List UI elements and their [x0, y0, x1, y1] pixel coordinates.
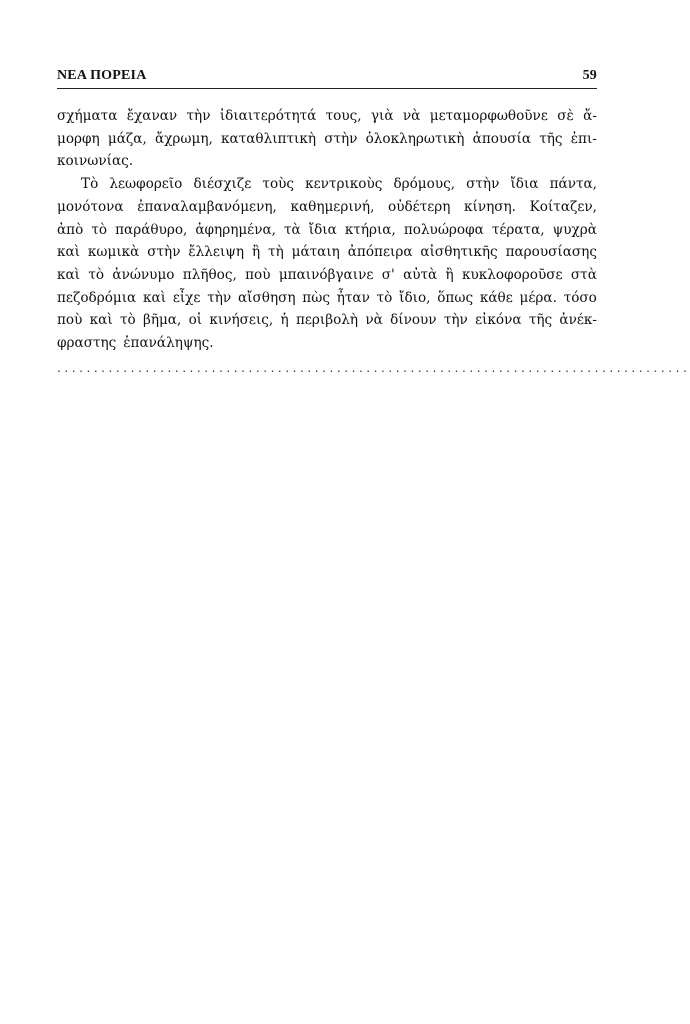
word: καὶ: [89, 312, 113, 329]
word: ἀπὸ: [57, 221, 84, 238]
word: ἢ: [251, 244, 261, 261]
word: μορφη: [57, 130, 100, 147]
word: καὶ: [57, 244, 81, 261]
word: πὼς: [302, 289, 330, 306]
word: ἀπουσία: [472, 130, 532, 147]
word: τὴν: [186, 108, 211, 124]
text-line: [57, 219, 597, 242]
word: ἔχαναν: [126, 108, 178, 124]
word: ἰδιαιτερότητά: [219, 108, 317, 124]
text-line: [57, 105, 597, 128]
word: τῆς: [528, 312, 553, 329]
word: ἴδιο,: [399, 289, 431, 306]
word: κινήσεις,: [209, 312, 274, 329]
word: πεζοδρόμια: [57, 289, 137, 306]
word: στὴν: [466, 176, 500, 193]
body-text: [57, 105, 690, 379]
word: ὁλοκληρωτικὴ: [365, 130, 465, 147]
text-line: [57, 264, 597, 287]
word: καταθλιπτικὴ: [221, 130, 316, 147]
word: καὶ: [57, 266, 81, 283]
word: πολυώροφα: [403, 221, 484, 238]
word: μπαινόβγαινε: [278, 266, 374, 283]
word: λεωφορεῖο: [109, 176, 183, 193]
word: ἢ: [445, 266, 454, 283]
word: μεταμορφωθοῦνε: [429, 108, 548, 124]
text-line: [57, 309, 597, 332]
word: ἐπαναλαμβανόμενη,: [137, 198, 277, 215]
text-line: [57, 287, 597, 310]
word: ἀνώνυμο: [112, 266, 175, 283]
dotted-separator: ......................................................................................: [57, 360, 690, 375]
word: ἔλλειψη: [188, 244, 245, 261]
word: μάζα,: [107, 130, 147, 147]
word: μονότονα: [57, 198, 124, 215]
word: κοινωνίας.: [57, 153, 134, 170]
word: τὸ: [91, 221, 108, 238]
word: τόσο: [563, 289, 597, 306]
word: τὸ: [376, 289, 393, 306]
word: ποὺ: [245, 266, 271, 283]
word: αὐτὰ: [403, 266, 438, 283]
word: παράθυρο,: [115, 221, 188, 238]
word: γιὰ: [370, 108, 394, 124]
word: καθημερινή,: [290, 198, 375, 215]
word: αἰσθητικῆς: [420, 244, 498, 261]
word: καὶ: [143, 289, 167, 306]
word: στὴν: [147, 244, 181, 261]
word: δρόμους,: [393, 176, 456, 193]
word: οὐδέτερη: [388, 198, 451, 215]
word: τὴ: [268, 244, 284, 261]
word: τους,: [325, 108, 362, 124]
word: νὰ: [365, 312, 383, 329]
word: τοὺς: [262, 176, 295, 193]
word: Τὸ: [81, 176, 99, 193]
word: μέρα.: [519, 289, 557, 306]
text-line: [57, 128, 597, 151]
text-line: [57, 173, 597, 196]
page-content: [57, 68, 690, 379]
word: βῆμα,: [142, 312, 182, 329]
word: κεντρικοὺς: [305, 176, 383, 193]
word: ποὺ: [57, 312, 83, 329]
word: ἀπόπειρα: [347, 244, 413, 261]
running-header: [57, 68, 597, 89]
word: ἴδια: [510, 176, 539, 193]
word: τὴν: [443, 312, 468, 329]
word: οἱ: [188, 312, 203, 329]
word: κτήρια,: [344, 221, 396, 238]
word: ἐπανάληψης.: [123, 335, 214, 352]
word: ψυχρὰ: [552, 221, 597, 238]
word: ἄ-: [583, 108, 597, 124]
word: στὰ: [570, 266, 597, 283]
word: δίνουν: [390, 312, 437, 329]
word: ὅπως: [437, 289, 474, 306]
word: εἰκόνα: [475, 312, 522, 329]
word: ἴδια: [308, 221, 337, 238]
word: τὰ: [284, 221, 301, 238]
page-number: 59: [582, 68, 597, 83]
word: τὸ: [119, 312, 136, 329]
word: αἴσθηση: [237, 289, 296, 306]
text-line: [57, 196, 597, 219]
text-line: [57, 241, 597, 264]
word: νὰ: [402, 108, 421, 124]
word: σὲ: [557, 108, 574, 124]
word: φραστης: [57, 335, 117, 352]
word: Κοίταζεν,: [529, 198, 597, 215]
journal-title: ΝΕΑ ΠΟΡΕΙΑ: [57, 68, 147, 83]
word: σ': [381, 266, 395, 283]
word: ἐπι-: [570, 130, 597, 147]
word: πάντα,: [549, 176, 597, 193]
word: περιβολὴ: [295, 312, 359, 329]
word: ἡ: [280, 312, 289, 329]
word: τέρατα,: [491, 221, 545, 238]
word: κάθε: [479, 289, 513, 306]
word: τῆς: [539, 130, 563, 147]
text-line: [57, 150, 597, 173]
word: τὴν: [207, 289, 232, 306]
word: στὴν: [324, 130, 358, 147]
word: κωμικὰ: [87, 244, 140, 261]
word: παρουσίασης: [505, 244, 597, 261]
word: κυκλοφοροῦσε: [462, 266, 563, 283]
word: κίνηση.: [464, 198, 516, 215]
word: σχήματα: [57, 108, 118, 124]
word: πλῆθος,: [182, 266, 237, 283]
text-line: [57, 332, 597, 355]
word: ἀφηρημένα,: [195, 221, 276, 238]
word: εἶχε: [172, 289, 201, 306]
word: τὸ: [88, 266, 105, 283]
word: ἄχρωμη,: [155, 130, 213, 147]
word: μάταιη: [291, 244, 340, 261]
word: ἦταν: [336, 289, 370, 306]
word: διέσχιζε: [193, 176, 252, 193]
word: ἀνέκ-: [559, 312, 597, 329]
